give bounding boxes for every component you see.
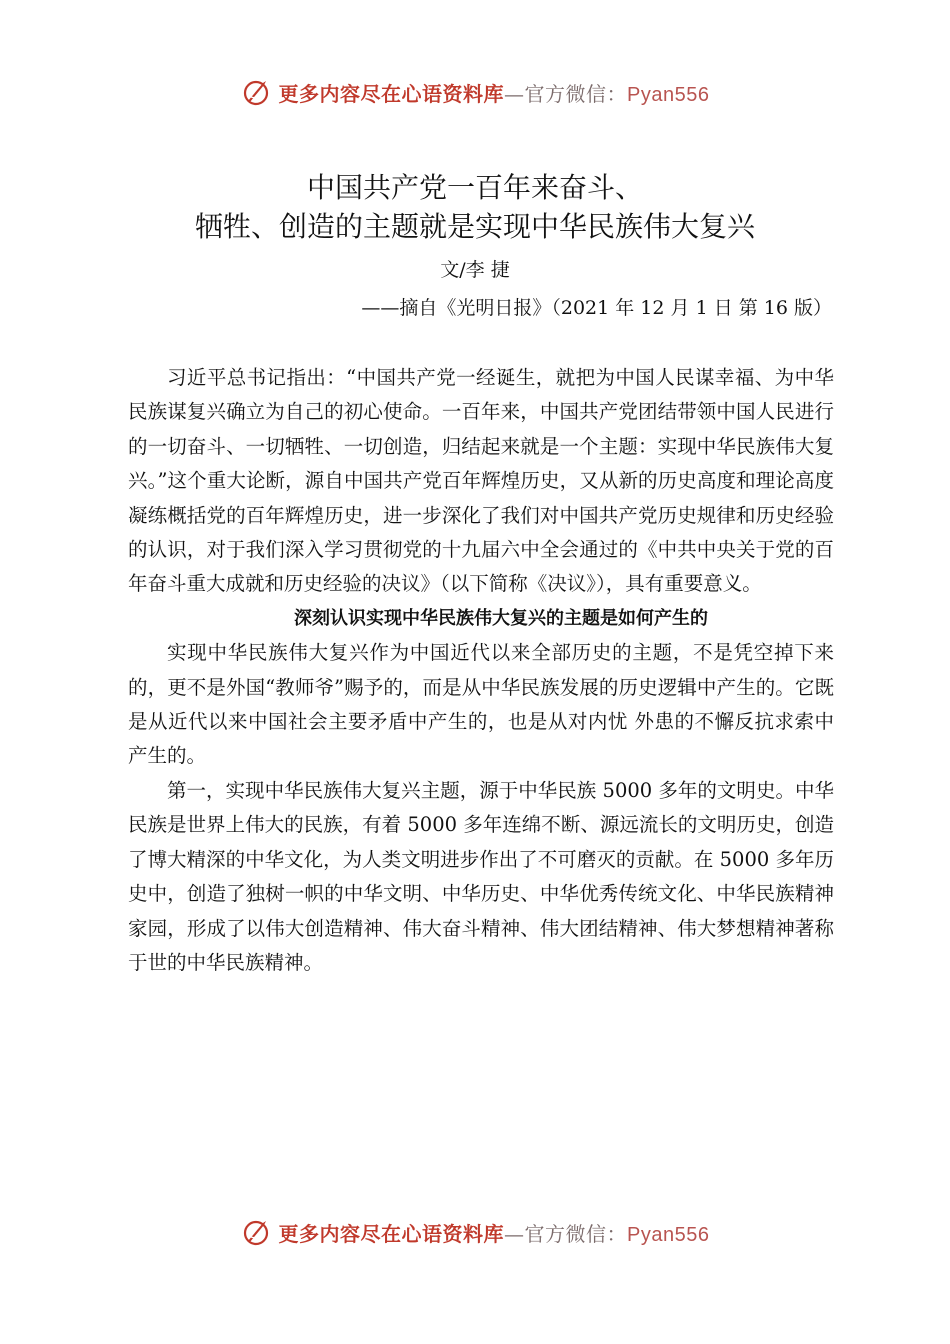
banner-brand: 更多内容尽在心语资料库: [278, 81, 505, 106]
banner-wechat-id: Pyan556: [627, 1223, 710, 1246]
section-heading: 深刻认识实现中华民族伟大复兴的主题是如何产生的: [294, 607, 708, 629]
banner-wechat-id: Pyan556: [627, 83, 710, 106]
banner-separator: —官方微信：: [504, 81, 628, 106]
quill-logo-icon: [241, 1217, 271, 1247]
banner-text: [279, 1218, 710, 1247]
section-paragraph-1: 实现中华民族伟大复兴作为中国近代以来全部历史的主题，不是凭空掉下来的，更不是外国“教师爷”赐予的，而是从中华民族发展的历史逻辑中产生的。它既是从近代以来中国社会主要矛盾中产生的，也是从对内忧 外患的不懈反抗求索中产生的。: [128, 641, 834, 768]
article-author: 文/李 捷: [440, 259, 510, 281]
quill-logo-icon: [241, 77, 271, 107]
section-paragraph-2: 第一，实现中华民族伟大复兴主题，源于中华民族 5000 多年的文明史。中华民族是世界上伟大的民族，有着 5000 多年连绵不断、源远流长的文明历史，创造了博大精深的中华文化，为人类文明进步作出了不可磨灭的贡献。在 5000 多年历史中，创造了独树一帜的中华文明、中华历史、中华优秀传统文化、中华民族精神家园，形成了以伟大创造精神、伟大奋斗精神、伟大团结精神、伟大梦想精神著称于世的中华民族精神。: [128, 778, 834, 974]
article-source: ——摘自《光明日报》（2021 年 12 月 1 日 第 16 版）: [361, 297, 832, 319]
article-title-line2: 牺牲、创造的主题就是实现中华民族伟大复兴: [194, 210, 755, 243]
article-body: [128, 361, 834, 980]
banner-brand: 更多内容尽在心语资料库: [278, 1221, 505, 1246]
header-watermark-banner: [0, 72, 950, 112]
article-title-line1: 中国共产党一百年来奋斗、: [306, 171, 643, 204]
banner-text: [279, 78, 710, 107]
intro-paragraph: 习近平总书记指出：“中国共产党一经诞生，就把为中国人民谋幸福、为中华民族谋复兴确立为自己的初心使命。一百年来，中国共产党团结带领中国人民进行的一切奋斗、一切牺牲、一切创造，归结起来就是一个主题：实现中华民族伟大复兴。”这个重大论断，源自中国共产党百年辉煌历史，又从新的历史高度和理论高度凝练概括党的百年辉煌历史，进一步深化了我们对中国共产党历史规律和历史经验的认识，对于我们深入学习贯彻党的十九届六中全会通过的《中共中央关于党的百年奋斗重大成就和历史经验的决议》（以下简称《决议》），具有重要意义。: [128, 366, 834, 596]
banner-separator: —官方微信：: [504, 1221, 628, 1246]
footer-watermark-banner: [0, 1212, 950, 1252]
